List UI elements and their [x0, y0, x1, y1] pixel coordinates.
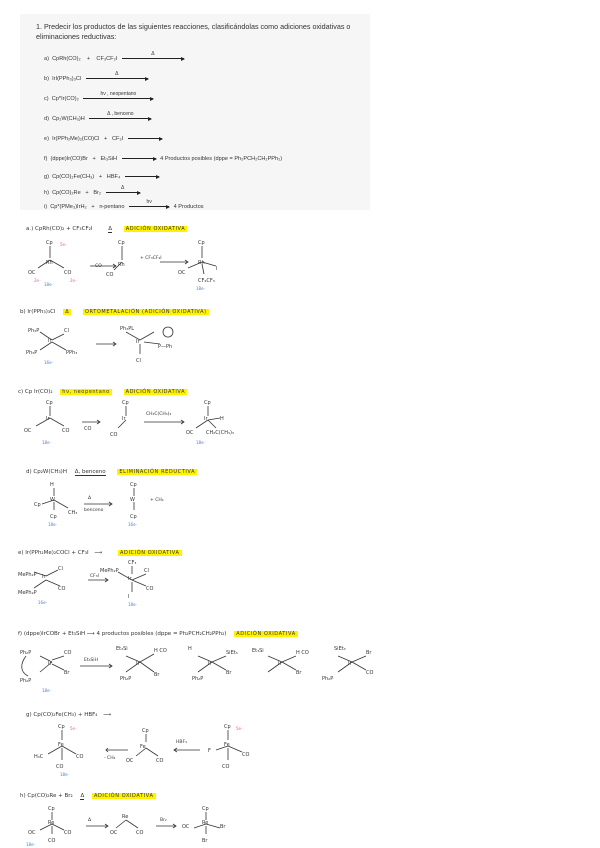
svg-text:CO: CO — [64, 830, 72, 836]
svg-text:CO: CO — [136, 830, 144, 836]
svg-text:Br: Br — [64, 670, 70, 676]
svg-text:Cp: Cp — [142, 728, 149, 734]
svg-text:Ph₂P: Ph₂P — [20, 650, 32, 656]
svg-text:Cp: Cp — [118, 240, 125, 246]
reaction-arrow: hν , neopentano — [83, 98, 153, 99]
svg-text:OC: OC — [28, 830, 36, 836]
answer-c-header: c) Cp Ir(CO)₂ hν, neopentano ADICIÓN OXIDATIVA — [18, 389, 186, 395]
svg-text:OC: OC — [178, 270, 186, 276]
svg-text:Re: Re — [48, 820, 55, 826]
svg-text:CO: CO — [56, 764, 64, 770]
problem-row: c) Cp*Ir(CO)₂ hν , neopentano — [44, 96, 156, 102]
svg-text:CO: CO — [62, 428, 70, 434]
svg-text:16e⁻: 16e⁻ — [44, 360, 54, 365]
svg-text:18e⁻: 18e⁻ — [60, 772, 70, 776]
svg-text:5e⁻: 5e⁻ — [60, 242, 68, 247]
svg-text:Rh: Rh — [118, 262, 125, 268]
svg-text:18e⁻: 18e⁻ — [196, 440, 206, 445]
svg-text:Ir: Ir — [42, 574, 46, 580]
svg-text:OC: OC — [186, 430, 194, 436]
reaction-arrow: hν — [129, 206, 169, 207]
svg-text:18e⁻: 18e⁻ — [44, 282, 54, 287]
svg-text:Ir: Ir — [48, 338, 52, 344]
reaction-arrow — [125, 176, 159, 177]
svg-text:CO: CO — [242, 752, 250, 758]
problem-row: a) CpRh(CO)₂ + CF₃CF₂I Δ — [44, 56, 187, 62]
answer-g-structures — [16, 720, 256, 776]
svg-text:Cp: Cp — [46, 400, 53, 406]
svg-text:Cl: Cl — [144, 568, 149, 574]
svg-text:Cp: Cp — [224, 724, 231, 730]
svg-text:CO: CO — [64, 650, 72, 656]
svg-text:18e⁻: 18e⁻ — [196, 286, 206, 291]
answer-a-structures — [20, 236, 280, 292]
svg-text:Ph₂P: Ph₂P — [192, 676, 204, 682]
svg-text:Ir: Ir — [128, 576, 132, 582]
svg-text:Fe: Fe — [224, 742, 230, 748]
svg-text:5e⁻: 5e⁻ — [236, 726, 244, 731]
problem-row: f) (dppe)Ir(CO)Br + Et₃SiH 4 Productos posibles (dppe = Ph₂PCH₂CH₂PPh₂) — [44, 156, 283, 162]
svg-text:Cp: Cp — [122, 400, 129, 406]
svg-text:Cp: Cp — [202, 806, 209, 812]
svg-text:OC: OC — [110, 830, 118, 836]
svg-text:PPh₃: PPh₃ — [66, 350, 78, 356]
reaction-type-tag: ELIMINACIÓN REDUCTIVA — [119, 469, 196, 475]
svg-text:Fe: Fe — [58, 742, 64, 748]
problem-row: b) IrI(PPh₃)₃Cl Δ — [44, 76, 151, 82]
svg-text:18e⁻: 18e⁻ — [48, 522, 58, 527]
svg-text:MePh₂P: MePh₂P — [100, 568, 119, 574]
svg-text:Ir: Ir — [204, 416, 208, 422]
svg-text:18e⁻: 18e⁻ — [128, 602, 138, 607]
svg-text:Br: Br — [366, 650, 372, 656]
svg-text:Ph₂P: Ph₂P — [20, 678, 32, 684]
svg-text:Br: Br — [202, 838, 208, 844]
reaction-arrow: Δ , benceno — [89, 118, 151, 119]
answer-h-header: h) Cp(CO)₂Re + Br₂ Δ ADICIÓN OXIDATIVA — [20, 793, 154, 799]
answer-a-header: a.) CpRh(CO)₂ + CF₃CF₂I Δ ADICIÓN OXIDATIVA — [26, 226, 186, 232]
reaction-type-tag: ADICIÓN OXIDATIVA — [125, 226, 186, 232]
answer-h-structures — [16, 802, 256, 848]
problem-row: d) Cp₂W(CH₃)H Δ , benceno — [44, 116, 154, 122]
reaction-arrow: Δ — [86, 78, 148, 79]
svg-text:Ph₂P: Ph₂P — [322, 676, 334, 682]
svg-text:CH₂C(CH₃)₃: CH₂C(CH₃)₃ — [206, 430, 234, 436]
answer-g-header: g) Cp(CO)₂Fe(CH₃) + HBF₄ ⟶ — [26, 712, 112, 718]
svg-text:Cp: Cp — [198, 240, 205, 246]
svg-text:Cp: Cp — [130, 482, 137, 488]
svg-text:H CO: H CO — [154, 648, 167, 654]
svg-text:2e⁻: 2e⁻ — [34, 278, 42, 283]
reaction-type-tag: ADICIÓN OXIDATIVA — [93, 793, 154, 799]
svg-text:I: I — [128, 594, 130, 600]
svg-text:Re: Re — [202, 820, 209, 826]
svg-text:H₃C: H₃C — [34, 754, 44, 760]
svg-text:I: I — [216, 266, 218, 272]
answer-d-structures — [20, 478, 200, 530]
svg-text:Ir: Ir — [348, 661, 352, 667]
answer-d-header: d) Cp₂W(CH₃)H Δ, benceno ELIMINACIÓN REDUCTIVA — [26, 469, 196, 475]
reaction-arrow: Δ — [122, 58, 184, 59]
svg-text:Ir: Ir — [48, 661, 52, 667]
reaction-arrow — [128, 138, 162, 139]
svg-text:Cp: Cp — [130, 514, 137, 520]
answer-b-structures — [18, 318, 218, 374]
svg-text:16e⁻: 16e⁻ — [128, 522, 138, 527]
problem-row: h) Cp(CO)₂Re + Br₂ Δ — [44, 190, 143, 196]
answer-f-header: f) (dppe)IrCOBr + Et₃SiH ⟶ 4 productos posibles (dppe = Ph₂PCH₂CH₂PPh₂) ADICIÓN OXIDATIVA — [18, 631, 296, 637]
problem-row: e) Ir(PPh₂Me)₂(CO)Cl + CF₃I — [44, 136, 165, 142]
svg-text:Br: Br — [296, 670, 302, 676]
svg-text:CF₃: CF₃ — [128, 560, 137, 566]
svg-text:Cp: Cp — [50, 514, 57, 520]
svg-text:CO: CO — [222, 764, 230, 770]
reaction-type-tag: ADICIÓN OXIDATIVA — [125, 389, 186, 395]
svg-text:F: F — [208, 748, 211, 754]
answer-c-structures — [20, 398, 260, 452]
svg-text:Ph₃P: Ph₃P — [26, 350, 38, 356]
svg-text:CO: CO — [156, 758, 164, 764]
svg-text:Cl: Cl — [58, 566, 63, 572]
answer-b-header: b) Ir(PPh₃)₃Cl Δ ORTOMETALACIÓN (ADICIÓN OXIDATIVA) — [20, 309, 207, 315]
answer-f-structures — [16, 640, 416, 696]
svg-text:CO: CO — [146, 586, 154, 592]
svg-text:H: H — [50, 482, 54, 488]
svg-text:Cp: Cp — [58, 724, 65, 730]
svg-text:W: W — [50, 497, 55, 503]
svg-text:CO: CO — [110, 432, 118, 438]
svg-text:P—Ph: P—Ph — [158, 344, 173, 350]
svg-text:W: W — [130, 497, 135, 503]
svg-text:Ir: Ir — [122, 416, 126, 422]
problem-title: 1. Predecir los productos de las siguientes reacciones, clasificándolas como adiciones oxidativas o eliminaciones reductivas: — [36, 22, 351, 41]
svg-text:OC: OC — [28, 270, 36, 276]
svg-text:Ir: Ir — [136, 339, 140, 345]
svg-text:CO: CO — [106, 272, 114, 278]
svg-text:CO: CO — [366, 670, 374, 676]
svg-text:Ph₃P: Ph₃P — [28, 328, 40, 334]
svg-text:Et₃Si: Et₃Si — [116, 646, 128, 652]
svg-text:Rh: Rh — [198, 260, 205, 266]
reaction-type-tag: ADICIÓN OXIDATIVA — [236, 631, 296, 637]
svg-text:Br: Br — [154, 672, 160, 678]
svg-text:SiEt₃: SiEt₃ — [334, 646, 346, 652]
svg-text:Br: Br — [226, 670, 232, 676]
svg-text:Rh: Rh — [46, 260, 53, 266]
svg-text:5e⁻: 5e⁻ — [70, 726, 78, 731]
reaction-type-tag: ORTOMETALACIÓN (ADICIÓN OXIDATIVA) — [85, 309, 207, 315]
answer-e-header: e) Ir(PPh₂Me)₂COCl + CF₃I ⟶ ADICIÓN OXIDATIVA — [18, 550, 180, 556]
svg-text:Cp: Cp — [46, 240, 53, 246]
reaction-type-tag: ADICIÓN OXIDATIVA — [119, 550, 180, 556]
svg-text:Br: Br — [220, 824, 226, 830]
svg-text:Cp: Cp — [34, 502, 41, 508]
svg-text:CF₂CF₃: CF₂CF₃ — [198, 278, 215, 284]
svg-text:CO: CO — [48, 838, 56, 844]
svg-text:Cl: Cl — [64, 328, 69, 334]
svg-text:CO: CO — [76, 754, 84, 760]
svg-text:Ir: Ir — [136, 661, 140, 667]
svg-text:CO: CO — [84, 426, 92, 432]
problem-row: g) Cp(CO)₂Fe(CH₃) + HBF₄ — [44, 174, 162, 180]
svg-text:Fe: Fe — [140, 744, 146, 750]
svg-text:H: H — [188, 646, 192, 652]
svg-text:Cl: Cl — [136, 358, 141, 364]
svg-text:18e⁻: 18e⁻ — [26, 842, 36, 847]
svg-text:Ir: Ir — [278, 661, 282, 667]
svg-text:Re: Re — [122, 814, 129, 820]
svg-text:2e⁻: 2e⁻ — [70, 278, 78, 283]
svg-text:CO: CO — [58, 586, 66, 592]
svg-text:SiEt₃: SiEt₃ — [226, 650, 238, 656]
svg-text:Cp: Cp — [48, 806, 55, 812]
svg-text:OC: OC — [126, 758, 134, 764]
svg-text:Cp: Cp — [204, 400, 211, 406]
svg-text:OC: OC — [24, 428, 32, 434]
svg-text:16e⁻: 16e⁻ — [38, 600, 48, 605]
reaction-arrow — [122, 158, 156, 159]
svg-text:Ph₂P: Ph₂P — [120, 676, 132, 682]
answer-e-structures — [16, 558, 196, 608]
svg-text:Ir: Ir — [208, 661, 212, 667]
svg-text:Ir: Ir — [46, 416, 50, 422]
svg-text:18e⁻: 18e⁻ — [42, 440, 52, 445]
svg-text:CH₃: CH₃ — [68, 510, 78, 516]
svg-text:OC: OC — [182, 824, 190, 830]
svg-text:Ph₃PL: Ph₃PL — [120, 326, 134, 332]
svg-text:Et₃Si: Et₃Si — [252, 648, 264, 654]
svg-text:CO: CO — [64, 270, 72, 276]
svg-text:MePh₂P: MePh₂P — [18, 572, 37, 578]
svg-text:H: H — [220, 416, 224, 422]
svg-text:H CO: H CO — [296, 650, 309, 656]
printed-problem-sheet — [20, 14, 370, 210]
svg-text:MePh₂P: MePh₂P — [18, 590, 37, 596]
svg-text:18e⁻: 18e⁻ — [42, 688, 52, 693]
problem-row: i) Cp*(PMe₃)IrH₂ + n-pentano hν 4 Productos — [44, 199, 204, 210]
reaction-arrow: Δ — [106, 192, 140, 193]
